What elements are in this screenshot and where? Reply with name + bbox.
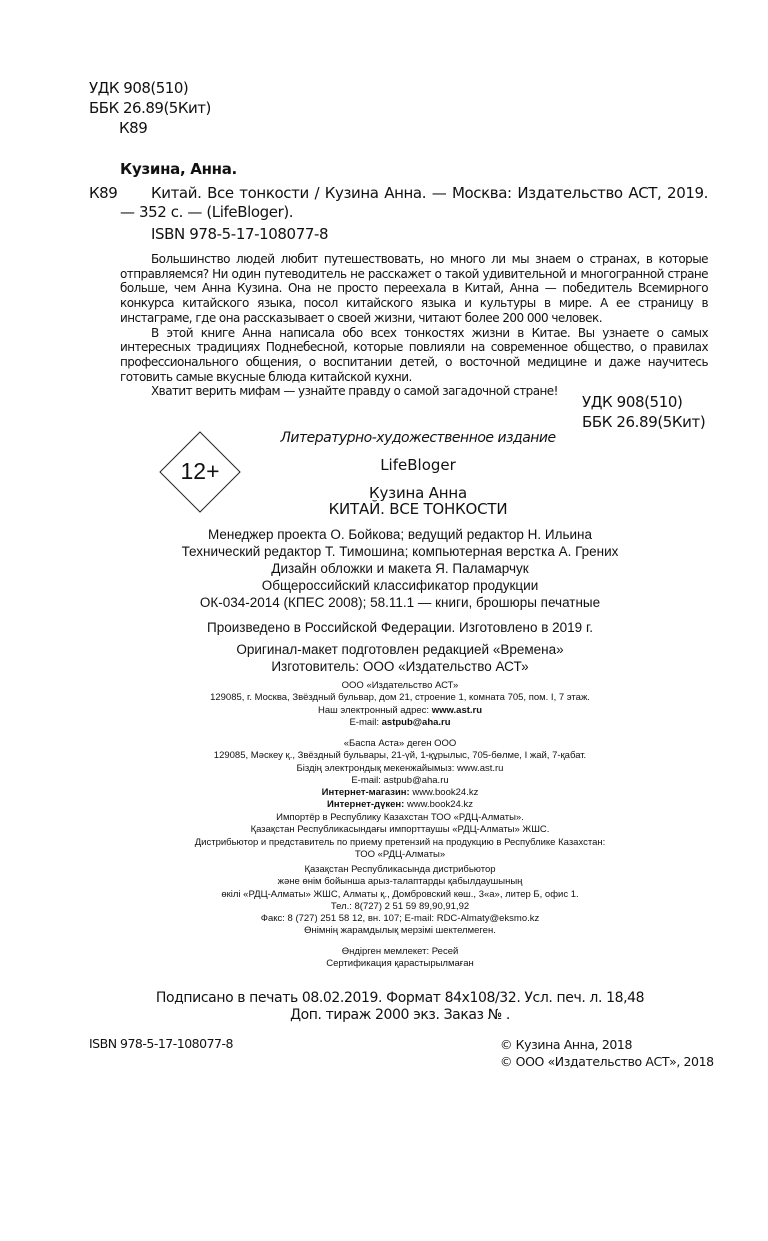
publisher-web: Біздің электрондық мекенжайымыз: www.ast.ru [296,762,504,774]
author-heading: Кузина, Анна. [120,160,237,178]
publisher-address: 129085, Мәскеу қ., Звёздный бульвары, 21-үй, 1-құрылыс, 705-бөлме, I жай, 7-қабат. [213,750,587,762]
online-shops [130,787,670,812]
publisher-address: 129085, г. Москва, Звёздный бульвар, дом 21, строение 1, комната 705, пом. I, 7 этаж. [210,692,590,704]
print-line: Подписано в печать 08.02.2019. Формат 84x108/32. Усл. печ. л. 18,48 [155,990,645,1006]
credit-line: Общероссийский классификатор продукции [261,578,539,593]
publisher-name: ООО «Издательство АСТ» [341,680,459,691]
imprint-title: КИТАЙ. ВСЕ ТОНКОСТИ [328,500,508,518]
annotation-paragraph: Хватит верить мифам — узнайте правду о самой загадочной стране! [151,384,558,399]
genre-label: Литературно-художественное издание [280,430,556,446]
credit-line: Дизайн обложки и макета Я. Паламарчук [271,561,529,576]
annotation-paragraph: В этой книге Анна написала обо всех тонкостях жизни в Китае. Вы узнаете о самых интересных традициях Поднебесной, которые повлияли на современное общество, о правилах профессионального общения, о воспитании детей, о восточной медицине и даже научитесь готовить самые вкусные блюда китайской кухни. [120,325,708,384]
print-info [130,990,670,1024]
copyright-line: © ООО «Издательство АСТ», 2018 [500,1054,714,1069]
distributor-line: Тел.: 8(727) 2 51 59 89,90,91,92 [330,900,470,912]
shop-line [130,799,670,811]
imprint-author: Кузина Анна [369,484,467,502]
bibliographic-description: Китай. Все тонкости / Кузина Анна. — Москва: Издательство АСТ, 2019. — 352 с. — (LifeBloger). [120,184,708,221]
original-layout: Оригинал-макет подготовлен редакцией «Времена» [236,642,564,657]
email-label: E-mail: [349,716,382,728]
classification-block-top [89,78,211,138]
publisher-web-line [130,705,670,717]
origin-info [130,946,670,971]
publisher-kz [130,738,670,787]
annotation-paragraph: Большинство людей любит путешествовать, но много ли мы знаем о странах, в которые отправляемся? Ни один путеводитель не расскажет о такой удивительной и многогранной стране больше, чем Анна Кузина. Она не просто переехала в Китай, Анна — победитель Всемирного конкурса китайского языка, посол китайского языка и культуры в мире. А ее страницу в инстаграме, где она рассказывает о своей жизни, читают более 200 000 человек. [120,252,708,325]
series-name: LifeBloger [380,456,456,474]
credit-line: ОК-034-2014 (КПЕС 2008); 58.11.1 — книги, брошюры печатные [199,595,601,610]
credit-line: Технический редактор Т. Тимошина; компьютерная верстка А. Грених [181,544,619,559]
publisher-web-link[interactable]: www.ast.ru [431,704,483,716]
copyright-line: © Кузина Анна, 2018 [500,1037,633,1052]
copyright-block [500,1036,714,1070]
distributor-line: өкілі «РДЦ-Алматы» ЖШС, Алматы қ., Домбровский көш., 3«а», литер Б, офис 1. [221,888,579,900]
shop-label: Интернет-дүкен: [327,799,405,811]
udk-code: УДК 908(510) [582,393,683,411]
origin-line: Сертификация қарастырылмаған [326,958,474,970]
publisher-email-link[interactable]: astpub@aha.ru [381,716,451,728]
distributor-line: Факс: 8 (727) 251 58 12, вн. 107; E-mail: RDC-Almaty@eksmo.kz [260,913,540,925]
importer-line: ТОО «РДЦ-Алматы» [354,848,446,860]
publisher-email-line [130,717,670,729]
origin-line: Өндірген мемлекет: Ресей [341,946,459,957]
udk-code: УДК 908(510) [89,79,189,97]
importer-line: Импортёр в Республику Казахстан ТОО «РДЦ-Алматы». [276,812,524,823]
importer-line: Қазақстан Республикасындағы импорттаушы «РДЦ-Алматы» ЖШС. [250,824,550,836]
print-line: Доп. тираж 2000 экз. Заказ № . [290,1007,510,1023]
produced-statement: Произведено в Российской Федерации. Изготовлено в 2019 г. [207,620,593,635]
importer-info [130,812,670,861]
shop-label: Интернет-магазин: [321,787,410,798]
classification-block-right [582,392,705,432]
isbn: ISBN 978-5-17-108077-8 [151,225,329,243]
manufacturer: Изготовитель: ООО «Издательство АСТ» [271,659,529,674]
author-mark: К89 [119,119,148,137]
credit-line: Менеджер проекта О. Бойкова; ведущий редактор Н. Ильина [207,527,593,542]
age-rating: 12+ [180,458,220,484]
credits [130,526,670,611]
bbk-code: ББК 26.89(5Кит) [582,413,706,431]
shop-line [130,787,670,799]
web-label: Наш электронный адрес: [317,704,432,716]
shop-link[interactable]: www.book24.kz [409,787,479,798]
distributor-line: және өнім бойынша арыз-талаптарды қабылдаушының [277,876,523,888]
production-info [130,641,670,675]
bbk-code: ББК 26.89(5Кит) [89,99,211,117]
publisher-ru [130,680,670,729]
distributor-info [130,864,670,938]
distributor-line: Өнімнің жарамдылық мерзімі шектелмеген. [304,925,496,937]
shop-link[interactable]: www.book24.kz [404,799,473,811]
annotation [120,252,708,399]
publisher-email: E-mail: astpub@aha.ru [351,774,449,786]
footer-isbn: ISBN 978-5-17-108077-8 [89,1036,233,1051]
distributor-line: Қазақстан Республикасында дистрибьютор [304,864,496,875]
importer-line: Дистрибьютор и представитель по приему претензий на продукцию в Республике Казахстан: [194,836,606,848]
publisher-name: «Баспа Аста» деген ООО [343,738,457,749]
author-mark-record: К89 [89,184,118,202]
